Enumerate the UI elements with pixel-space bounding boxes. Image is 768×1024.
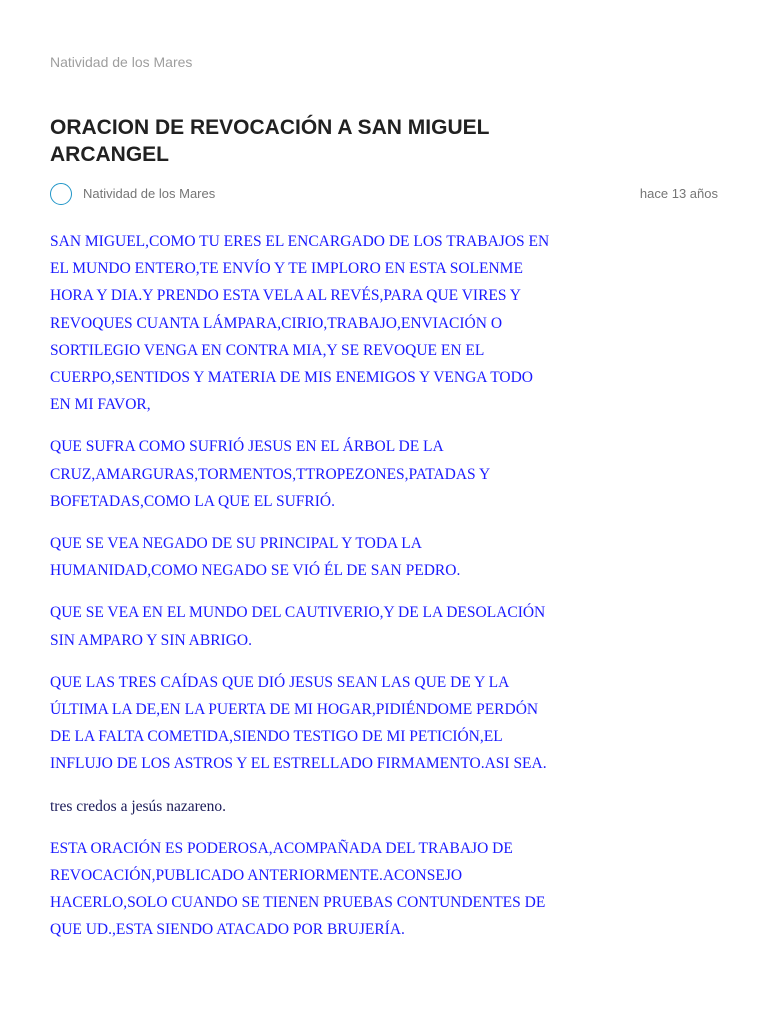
post-paragraph: ESTA ORACIÓN ES PODEROSA,ACOMPAÑADA DEL TRABAJO DE REVOCACIÓN,PUBLICADO ANTERIORMENTE.ACONSEJO HACERLO,SOLO CUANDO SE TIENEN PRUEBAS CONTUNDENTES DE QUE UD.,ESTA SIENDO ATACADO POR BRUJERÍA.	[50, 839, 546, 939]
blog-name-link[interactable]: Natividad de los Mares	[50, 54, 193, 70]
post-paragraph: QUE SE VEA EN EL MUNDO DEL CAUTIVERIO,Y DE LA DESOLACIÓN SIN AMPARO Y SIN ABRIGO.	[50, 604, 546, 649]
post-byline	[50, 182, 718, 208]
post-timestamp[interactable]: hace 13 años	[639, 186, 718, 201]
post-title: ORACION DE REVOCACIÓN A SAN MIGUEL ARCANGEL	[50, 116, 490, 166]
post-body	[50, 228, 550, 959]
post-paragraph: SAN MIGUEL,COMO TU ERES EL ENCARGADO DE LOS TRABAJOS EN EL MUNDO ENTERO,TE ENVÍO Y TE IMPLORO EN ESTA SOLENME HORA Y DIA.Y PRENDO ESTA VELA AL REVÉS,PARA QUE VIRES Y REVOQUES CUANTA LÁMPARA,CIRIO,TRABAJO,ENVIACIÓN O SORTILEGIO VENGA EN CONTRA MIA,Y SE REVOQUE EN EL CUERPO,SENTIDOS Y MATERIA DE MIS ENEMIGOS Y VENGA TODO EN MI FAVOR,	[50, 233, 550, 414]
author-avatar[interactable]	[50, 183, 72, 205]
post-paragraph: tres credos a jesús nazareno.	[50, 797, 227, 815]
post-paragraph: QUE LAS TRES CAÍDAS QUE DIÓ JESUS SEAN LAS QUE DE Y LA ÚLTIMA LA DE,EN LA PUERTA DE MI HOGAR,PIDIÉNDOME PERDÓN DE LA FALTA COMETIDA,SIENDO TESTIGO DE MI PETICIÓN,EL INFLUJO DE LOS ASTROS Y EL ESTRELLADO FIRMAMENTO.ASI SEA.	[50, 673, 547, 773]
post-paragraph: QUE SUFRA COMO SUFRIÓ JESUS EN EL ÁRBOL DE LA CRUZ,AMARGURAS,TORMENTOS,TTROPEZONES,PATADAS Y BOFETADAS,COMO LA QUE EL SUFRIÓ.	[50, 438, 490, 510]
author-name-link[interactable]: Natividad de los Mares	[83, 186, 216, 201]
post-paragraph: QUE SE VEA NEGADO DE SU PRINCIPAL Y TODA LA HUMANIDAD,COMO NEGADO SE VIÓ ÉL DE SAN PEDRO.	[50, 535, 461, 580]
